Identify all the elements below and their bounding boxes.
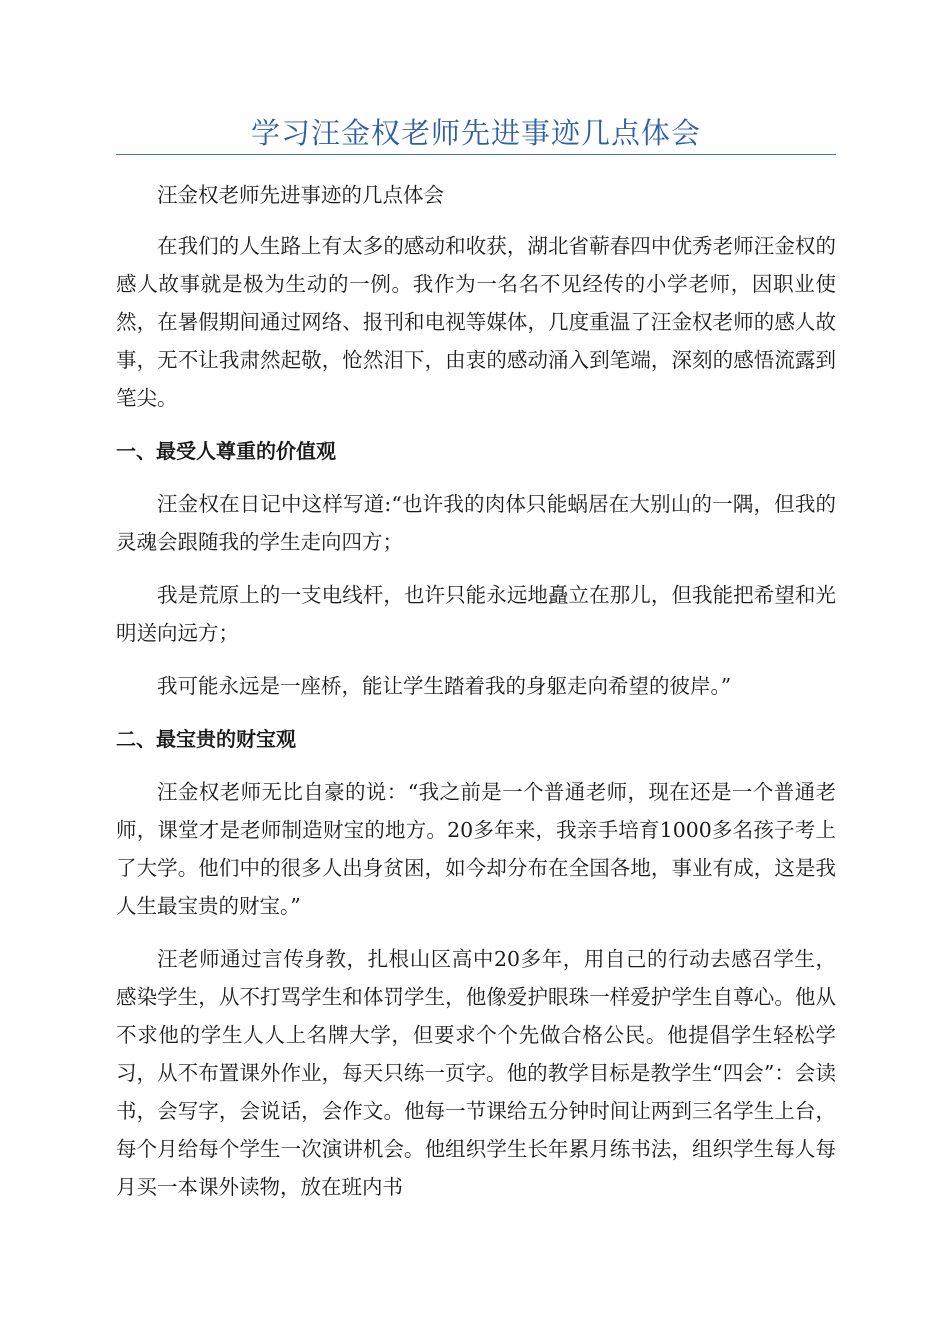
paragraph: 我是荒原上的一支电线杆，也许只能永远地矗立在那儿，但我能把希望和光明送向远方； bbox=[116, 583, 836, 645]
title-divider bbox=[116, 154, 836, 155]
paragraph: 汪老师通过言传身教，扎根山区高中20多年，用自己的行动去感召学生，感染学生，从不打骂学生和体罚学生，他像爱护眼珠一样爱护学生自尊心。他从不求他的学生人人上名牌大学，但要求个个先做合格公民。他提倡学生轻松学习，从不布置课外作业，每天只练一页字。他的教学目标是教学生“四会”：会读书，会写字，会说话，会作文。他每一节课给五分钟时间让两到三名学生上台，每个月给每个学生一次演讲机会。他组织学生长年累月练书法，组织学生每人每月买一本课外读物，放在班内书 bbox=[116, 947, 836, 1199]
paragraph: 汪金权老师无比自豪的说：“我之前是一个普通老师，现在还是一个普通老师，课堂才是老师制造财宝的地方。20多年来，我亲手培育1000多名孩子考上了大学。他们中的很多人出身贫困，如今却分布在全国各地，事业有成，这是我人生最宝贵的财宝。” bbox=[116, 780, 836, 918]
section-heading: 一、最受人尊重的价值观 bbox=[116, 439, 336, 463]
document-body bbox=[116, 176, 836, 1221]
section-heading: 二、最宝贵的财宝观 bbox=[116, 727, 296, 751]
paragraph: 汪金权在日记中这样写道:“也许我的肉体只能蜗居在大别山的一隅，但我的灵魂会跟随我的学生走向四方； bbox=[116, 492, 836, 554]
paragraph: 在我们的人生路上有太多的感动和收获，湖北省蕲春四中优秀老师汪金权的感人故事就是极为生动的一例。我作为一名名不见经传的小学老师，因职业使然，在暑假期间通过网络、报刊和电视等媒体，几度重温了汪金权老师的感人故事，无不让我肃然起敬，怆然泪下，由衷的感动涌入到笔端，深刻的感悟流露到笔尖。 bbox=[116, 234, 836, 410]
document-page bbox=[116, 0, 836, 1344]
paragraph: 我可能永远是一座桥，能让学生踏着我的身躯走向希望的彼岸。” bbox=[157, 674, 732, 698]
intro-line: 汪金权老师先进事迹的几点体会 bbox=[157, 183, 444, 207]
document-title: 学习汪金权老师先进事迹几点体会 bbox=[250, 116, 701, 150]
